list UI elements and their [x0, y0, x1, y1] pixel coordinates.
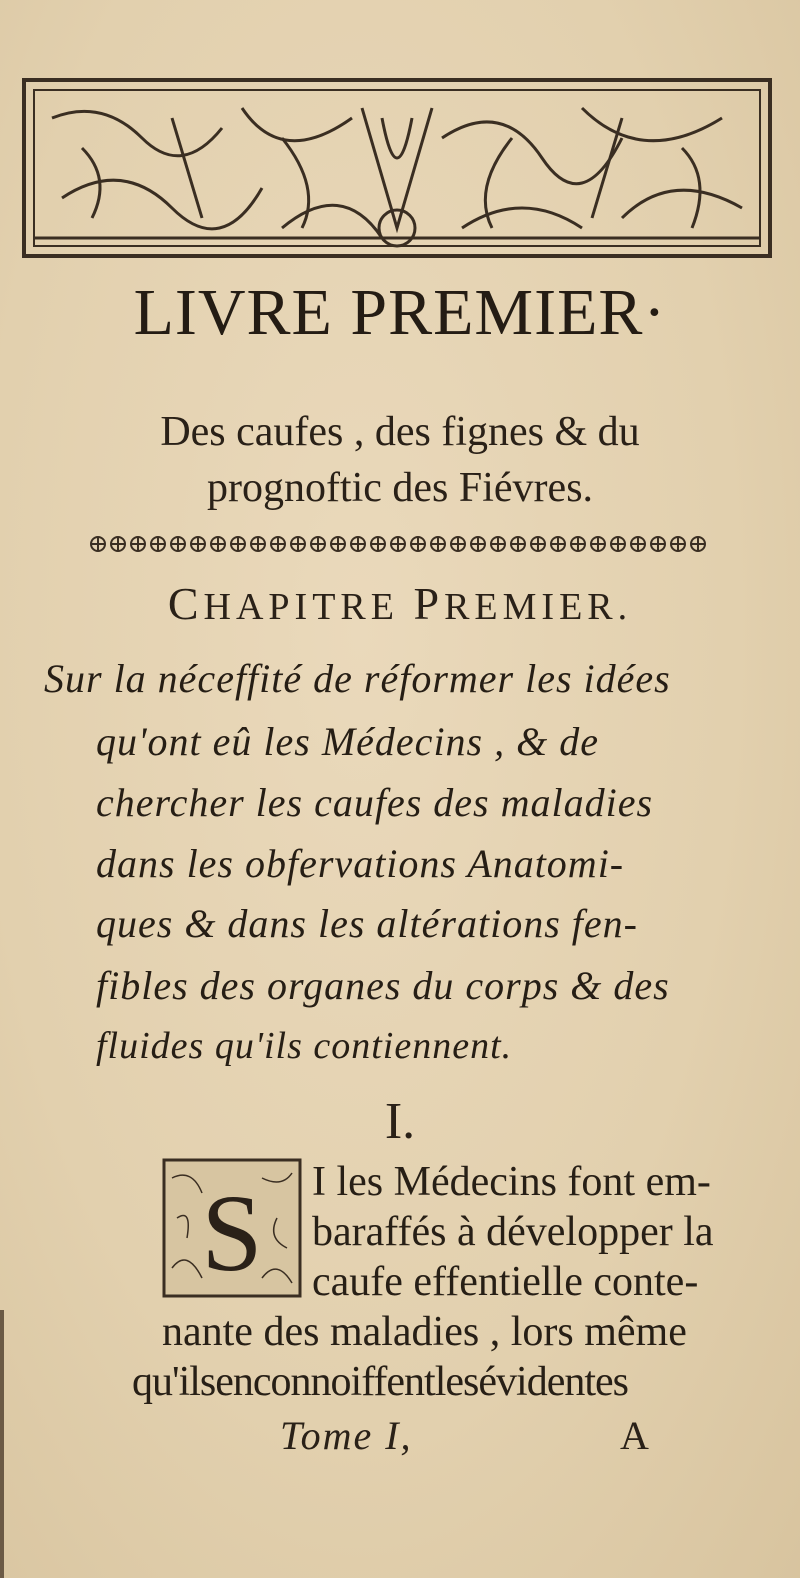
volume-signature: Tome I,: [280, 1413, 413, 1458]
ornamental-dropcap-s-icon: [162, 1158, 302, 1298]
summary-line: fluides qu'ils contiennent.: [96, 1025, 513, 1067]
section-number: I.: [384, 1093, 416, 1150]
chapter-initial-c: C: [167, 578, 204, 629]
summary-line: chercher les caufes des maladies: [96, 780, 654, 825]
body-line: nante des maladies , lors même: [162, 1309, 687, 1355]
body-line: baraffés à développer la: [312, 1209, 714, 1255]
chapter-word-rest: HAPITRE: [203, 586, 414, 628]
page-edge-shadow: [0, 1310, 4, 1578]
svg-text:S: S: [201, 1172, 263, 1294]
body-line: caufe effentielle conte-: [312, 1259, 699, 1305]
summary-line: qu'ont eû les Médecins , & de: [96, 719, 599, 764]
body-line: I les Médecins font em-: [312, 1159, 711, 1205]
gathering-mark: A: [620, 1413, 649, 1458]
summary-line: Sur la néceffité de réformer les idées: [44, 656, 671, 701]
summary-line: ques & dans les altérations fen-: [96, 901, 638, 946]
decorative-headpiece-icon: [22, 78, 772, 258]
subtitle-line-1: Des caufes , des fignes & du: [160, 409, 640, 455]
summary-line: dans les obfervations Anatomi-: [96, 841, 625, 886]
body-line: qu'ilsenconnoiffentlesévidentes: [132, 1359, 628, 1405]
chapter-word2-rest: REMIER.: [444, 586, 633, 628]
summary-line: fibles des organes du corps & des: [96, 963, 670, 1008]
chapter-initial-p: P: [413, 578, 445, 629]
chapter-heading: [0, 577, 800, 630]
book-title: LIVRE PREMIER·: [133, 276, 667, 349]
subtitle-line-2: prognoftic des Fiévres.: [206, 465, 594, 511]
fleuron-rule-icon: [88, 530, 708, 558]
